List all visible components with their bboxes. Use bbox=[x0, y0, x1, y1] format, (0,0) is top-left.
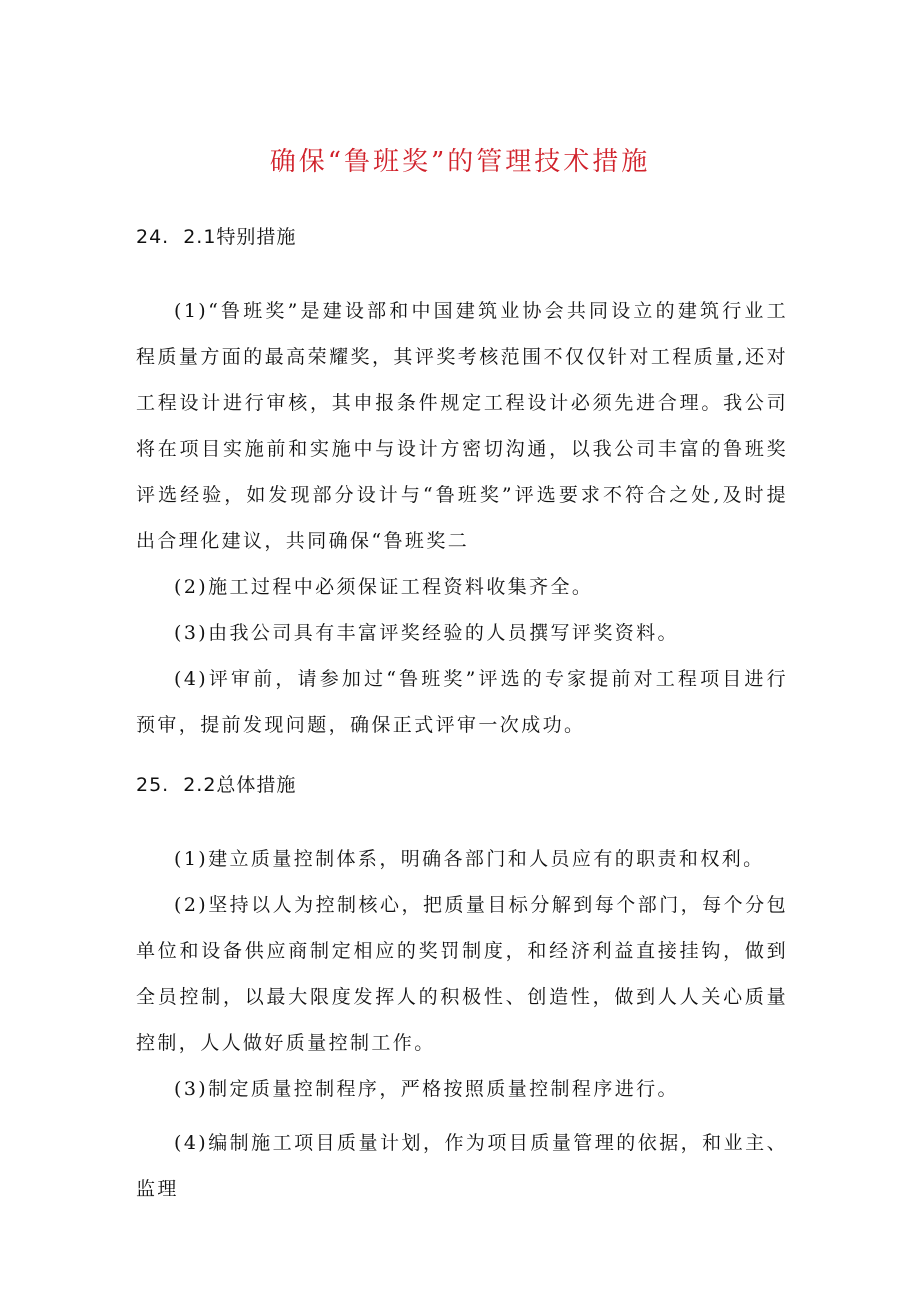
section-title: 2.1特别措施 bbox=[183, 226, 297, 248]
paragraph: (2)坚持以人为控制核心，把质量目标分解到每个部门，每个分包单位和设备供应商制定相应的奖罚制度，和经济利益直接挂钩，做到全员控制，以最大限度发挥人的积极性、创造性，做到人人关心质量控制，人人做好质量控制工作。 bbox=[136, 894, 788, 1054]
paragraph: (4)评审前，请参加过“鲁班奖”评选的专家提前对工程项目进行预审，提前发现问题，确保正式评审一次成功。 bbox=[136, 668, 788, 736]
document-title: 确保“鲁班奖”的管理技术措施 bbox=[269, 147, 651, 177]
paragraph: (1)“鲁班奖”是建设部和中国建筑业协会共同设立的建筑行业工程质量方面的最高荣耀奖，其评奖考核范围不仅仅针对工程质量,还对工程设计进行审核，其申报条件规定工程设计必须先进合理。我公司将在项目实施前和实施中与设计方密切沟通，以我公司丰富的鲁班奖评选经验，如发现部分设计与“鲁班奖”评选要求不符合之处,及时提出合理化建议，共同确保“鲁班奖二 bbox=[136, 300, 788, 552]
section-number: 24. bbox=[136, 226, 170, 248]
section-number: 25. bbox=[136, 774, 170, 796]
section-heading bbox=[136, 770, 296, 800]
section-heading bbox=[136, 222, 296, 252]
paragraph: (3)由我公司具有丰富评奖经验的人员撰写评奖资料。 bbox=[174, 622, 679, 644]
paragraph: (2)施工过程中必须保证工程资料收集齐全。 bbox=[174, 576, 594, 598]
paragraph: (4)编制施工项目质量计划，作为项目质量管理的依据，和业主、监理 bbox=[136, 1132, 788, 1200]
paragraph: (3)制定质量控制程序，严格按照质量控制程序进行。 bbox=[174, 1078, 679, 1100]
section-title: 2.2总体措施 bbox=[183, 774, 297, 796]
paragraph: (1)建立质量控制体系，明确各部门和人员应有的职责和权利。 bbox=[174, 848, 765, 870]
